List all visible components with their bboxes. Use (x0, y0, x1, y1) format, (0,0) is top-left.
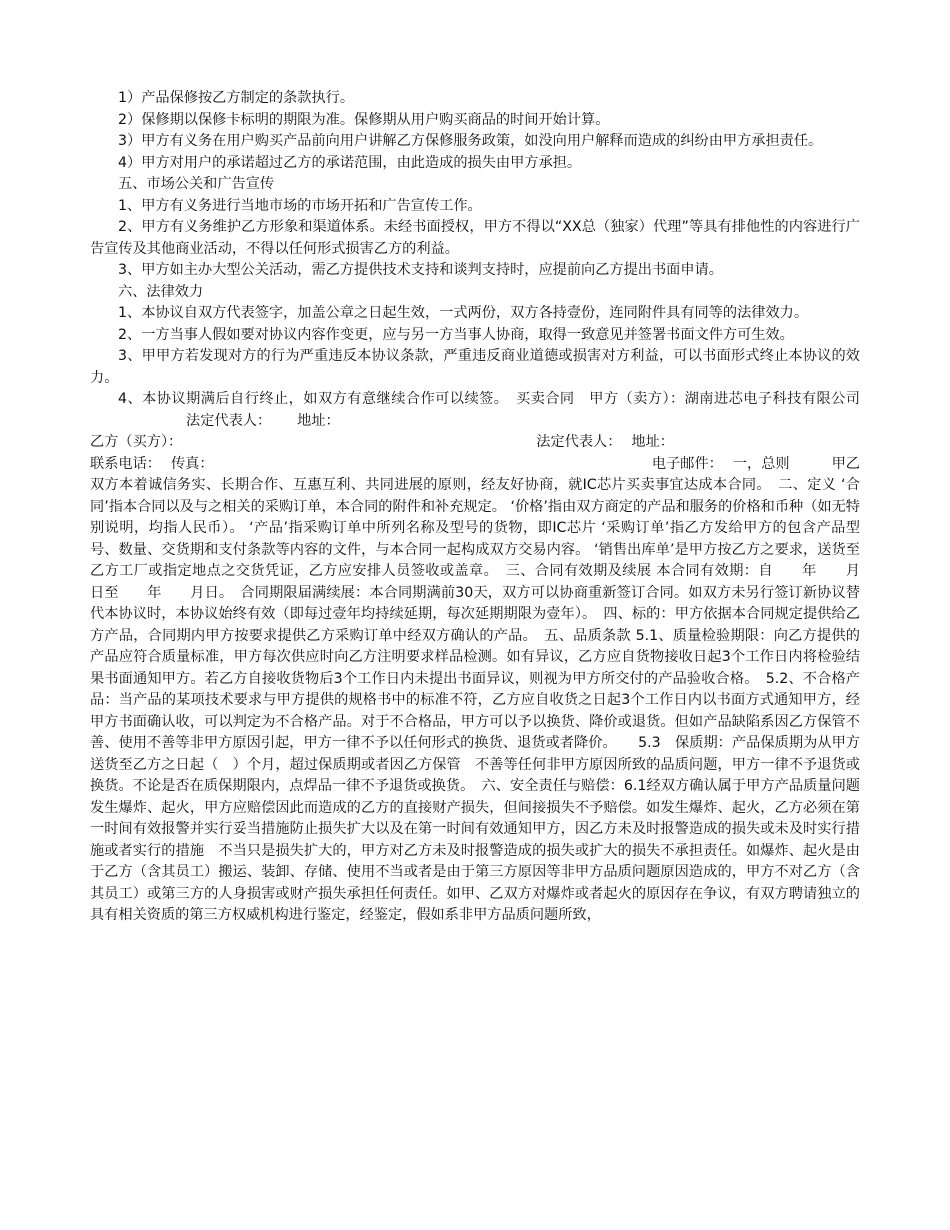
legal-clause-2: 2、一方当事人假如要对协议内容作变更，应与另一方当事人协商，取得一致意见并签署书面文件方可生效。 (118, 326, 794, 343)
marketing-clause-2: 2、甲方有义务维护乙方形象和渠道体系。未经书面授权，甲方不得以“XX总（独家）代理”等具有排他性的内容进行广告宣传及其他商业活动，不得以任何形式损害乙方的利益。 (90, 219, 860, 257)
general-section-heading: 一，总则 (732, 455, 790, 472)
fax-label: 传真： (170, 455, 214, 472)
buyer-party-label: 乙方（买方）： (90, 434, 183, 450)
legal-clause-3: 3、甲甲方若发现对方的行为严重违反本协议条款，严重违反商业道德或损害对方利益，可以书面形式终止本协议的效力。 (90, 348, 860, 386)
seller-representative-label: 法定代表人： (186, 412, 272, 429)
marketing-clause-1: 1、甲方有义务进行当地市场的市场开拓和广告宣传工作。 (118, 197, 482, 214)
warranty-clause-4: 4）甲方对用户的承诺超过乙方的承诺范围，由此造成的损失由甲方承担。 (118, 154, 582, 171)
section-heading-marketing: 五、市场公关和广告宣传 (118, 176, 275, 192)
legal-clause-4 (90, 389, 860, 432)
section-heading-legal: 六、法律效力 (118, 283, 204, 300)
buyer-address-label: 地址： (631, 434, 674, 450)
warranty-clause-2: 2）保修期以保修卡标明的期限为准。保修期从用户购买商品的时间开始计算。 (118, 111, 610, 128)
contract-body-text: 双方本着诚信务实、长期合作、互惠互利、共同进展的原则，经友好协商，就IC芯片买卖事宜达成本合同。 二、定义 ‘合同’指本合同以及与之相关的采购订单，本合同的附件和补充规定。 ‘价格’指由双方商定的产品和服务的价格和币种（如无特别说明，均指人民币）。 ‘产品’指采购订单中所列名称及型号的货物，即IC芯片 ‘采购订单’指乙方发给甲方的包含产品型号、数量、交货期和支付条款等内容的文件，与本合同一起构成双方交易内容。 ‘销售出库单’是甲方按乙方之要求，送货至乙方工厂或指定地点之交货凭证，乙方应安排人员签收或盖章。 三、合同有效期及续展 本合同有效期：自 年 月 日至 年 月日。 合同期限届满续展：本合同期满前30天，双方可以协商重新签订合同。如双方未另行签订新协议替代本协议时，本协议始终有效（即每过壹年均持续延期，每次延期期限为壹年）。 四、标的：甲方依据本合同规定提供给乙方产品，合同期内甲方按要求提供乙方采购订单中经双方确认的产品。 五、品质条款 5.1、质量检验期限：向乙方提供的产品应符合质量标准，甲方每次供应时向乙方注明要求样品检测。如有异议，乙方应自货物接收日起3个工作日内将检验结果书面通知甲方。若乙方自接收货物后3个工作日内未提出书面异议，则视为甲方所交付的产品验收合格。 5.2、不合格产品：当产品的某项技术要求与甲方提供的规格书中的标准不符，乙方应自收货之日起3个工作日内以书面方式通知甲方，经甲方书面确认收，可以判定为不合格产品。对于不合格品，甲方可以予以换货、降价或退货。但如产品缺陷系因乙方保管不善、使用不善等非甲方原因引起，甲方一律不予以任何形式的换货、退货或者降价。 5.3 保质期：产品保质期为从甲方送货至乙方之日起（ ）个月，超过保质期或者因乙方保管 不善等任何非甲方原因所致的品质问题，甲方一律不予退货或换货。不论是否在质保期限内，点焊品一律不予退货或换货。 六、安全责任与赔偿：6.1经双方确认属于甲方产品质量问题发生爆炸、起火，甲方应赔偿因此而造成的乙方的直接财产损失，但间接损失不予赔偿。如发生爆炸、起火，乙方必须在第一时间有效报警并实行妥当措施防止损失扩大以及在第一时间有效通知甲方，因乙方未及时报警造成的损失或未及时实行措施或者实行的措施 不当只是损失扩大的，甲方对乙方未及时报警造成的损失或扩大的损失不承担责任。如爆炸、起火是由于乙方（含其员工）搬运、装卸、存储、使用不当或者是由于第三方原因等非甲方品质问题原因造成的，甲方不对乙方（含其员工）或第三方的人身损害或财产损失承担任何责任。如甲、乙双方对爆炸或者起火的原因存在争议，有双方聘请独立的具有相关资质的第三方权威机构进行鉴定，经鉴定，假如系非甲方品质问题所致， (90, 477, 889, 923)
seller-address-label: 地址： (297, 412, 340, 429)
warranty-clause-3: 3）甲方有义务在用户购买产品前向用户讲解乙方保修服务政策，如没向用户解释而造成的纠纷由甲方承担责任。 (118, 133, 823, 149)
phone-label: 联系电话： (90, 455, 161, 472)
legal-clause-1: 1、本协议自双方代表签字，加盖公章之日起生效，一式两份，双方各持壹份，连同附件具有同等的法律效力。 (118, 305, 809, 321)
contact-info-row (90, 454, 860, 476)
marketing-clause-3: 3、甲方如主办大型公关活动，需乙方提供技术支持和谈判支持时，应提前向乙方提出书面申请。 (118, 262, 723, 278)
party-ab-text: 甲乙 (831, 455, 860, 472)
email-label: 电子邮件： (651, 455, 723, 472)
buyer-representative-label: 法定代表人： (536, 434, 622, 450)
legal-clause-4-text: 4、本协议期满后自行终止，如双方有意继续合作可以续签。 买卖合同 甲方（卖方）：湖南进芯电子科技有限公司 (118, 391, 860, 407)
buyer-info-row (90, 432, 860, 454)
warranty-clause-1: 1）产品保修按乙方制定的条款执行。 (118, 90, 355, 106)
